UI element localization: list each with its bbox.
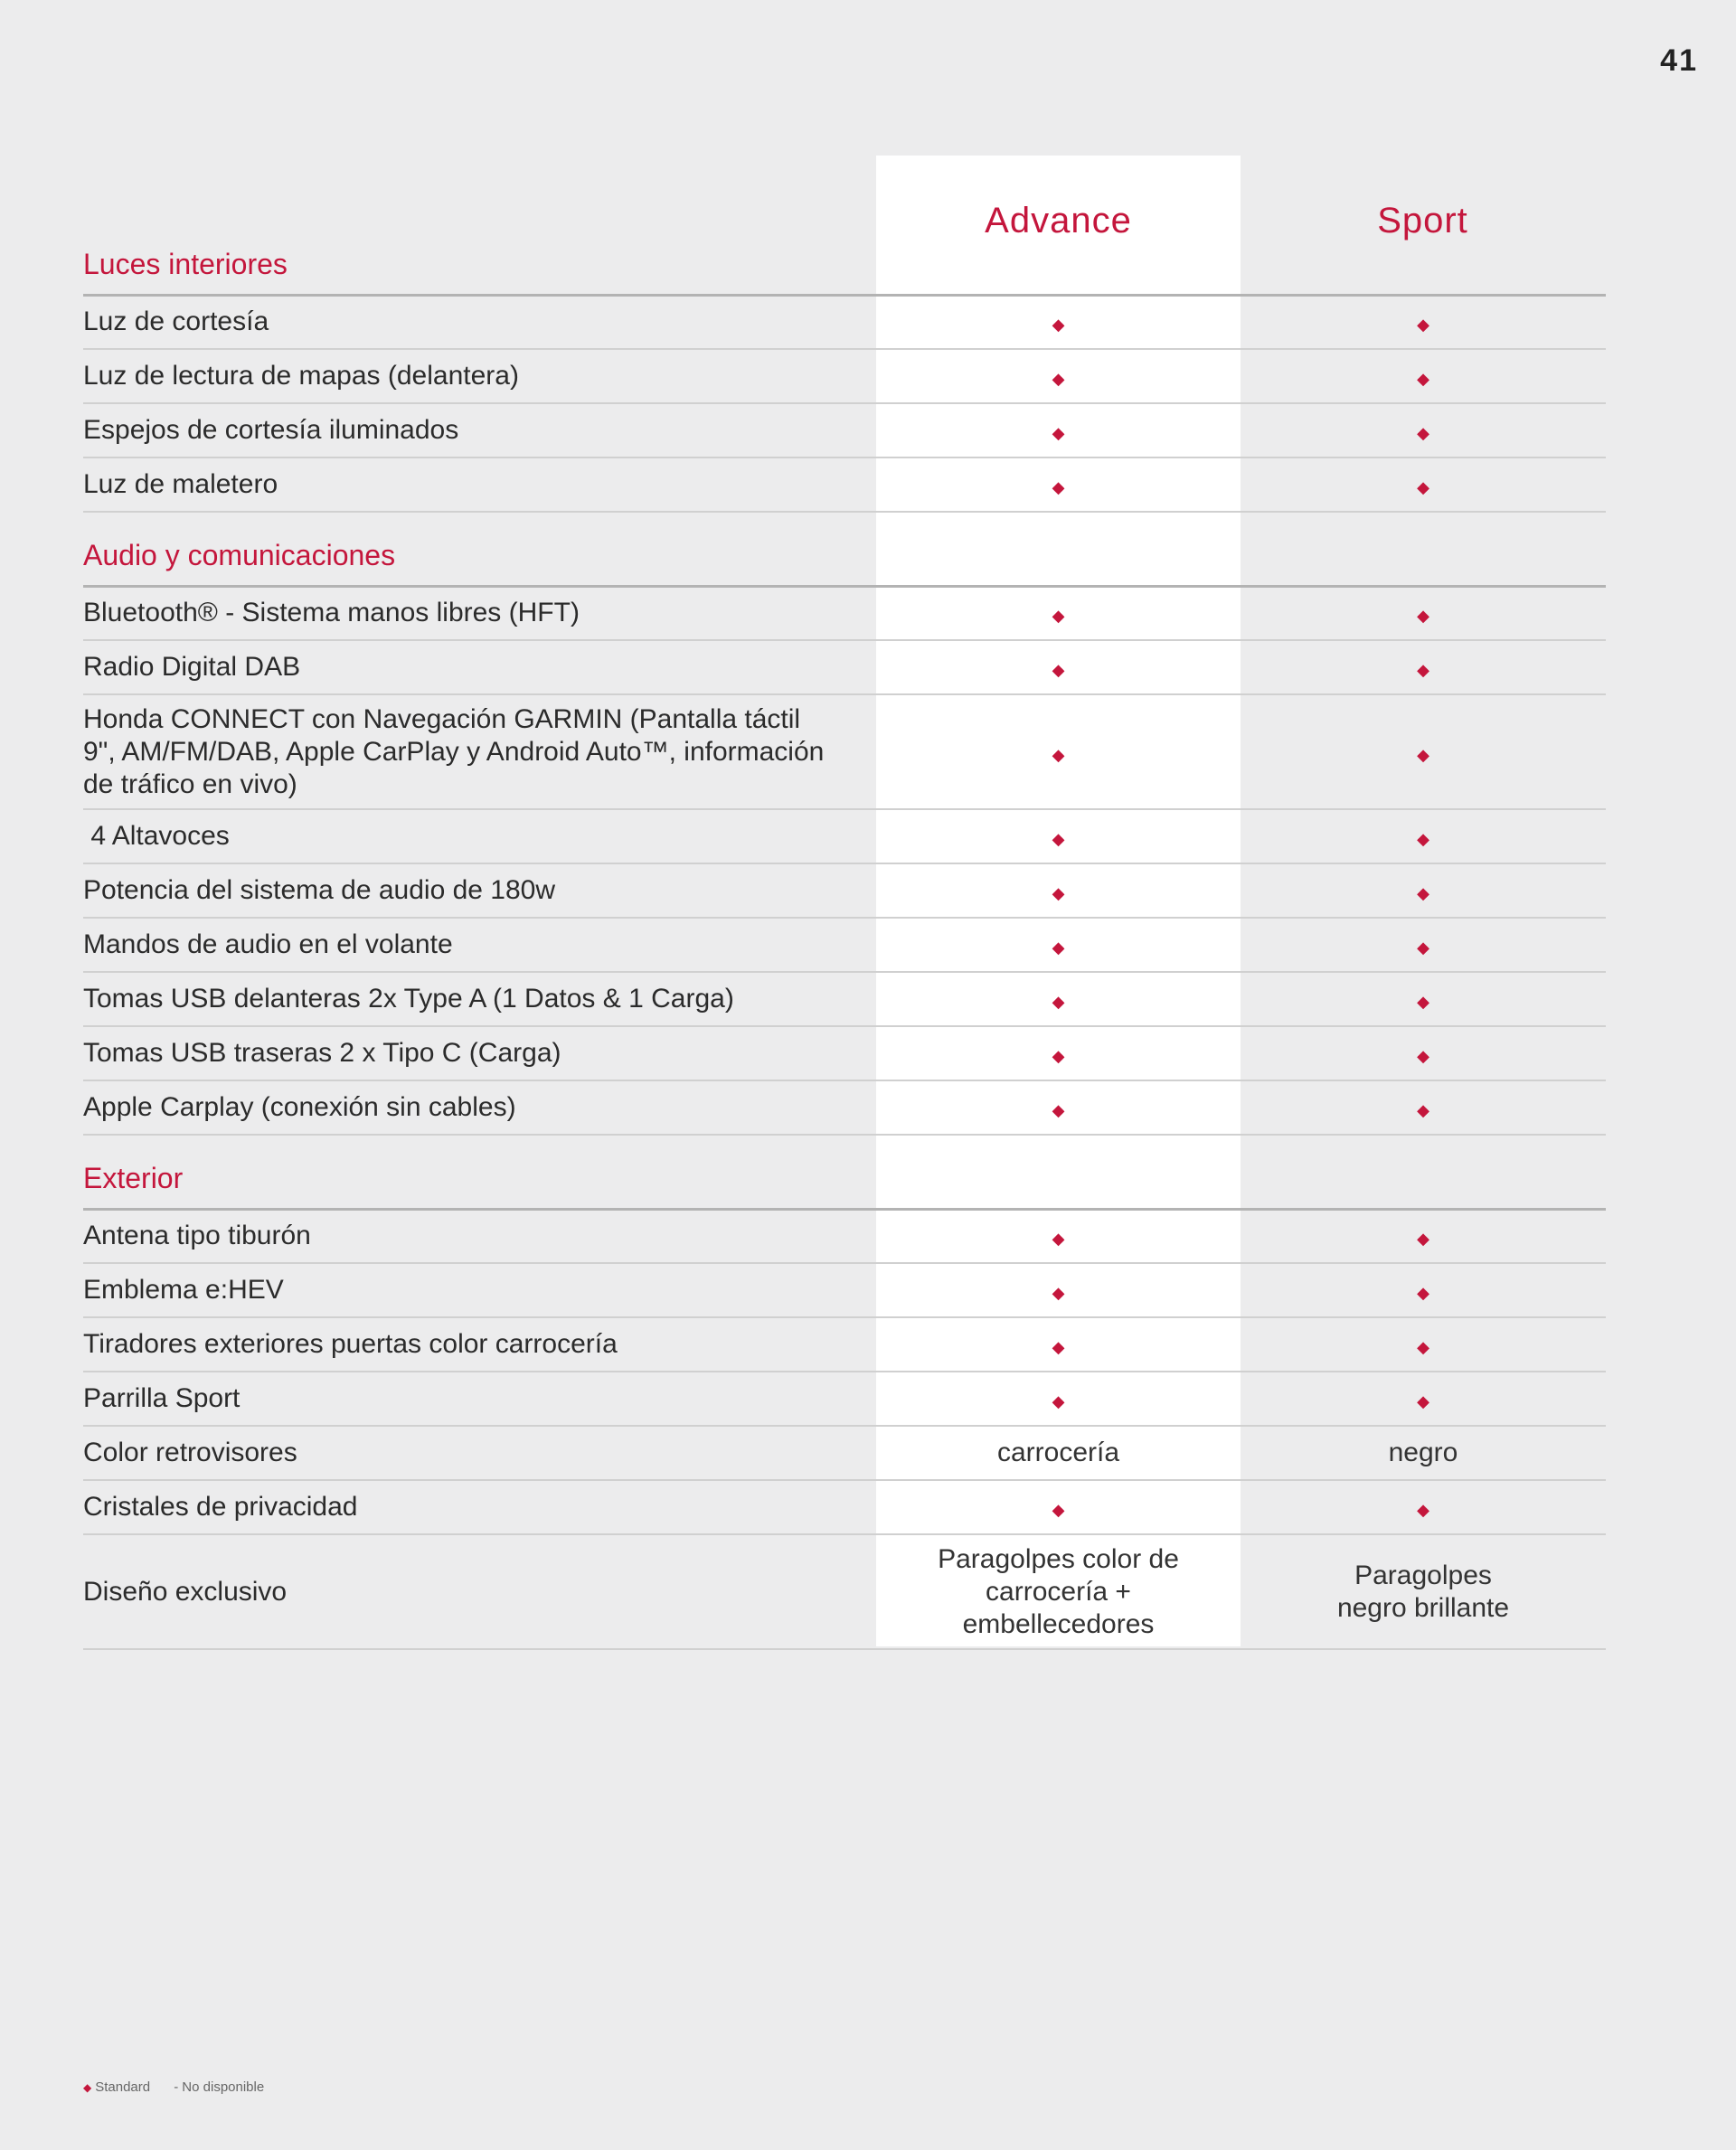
standard-mark: ◆ [1417, 938, 1429, 957]
standard-mark: ◆ [1417, 1284, 1429, 1302]
table-row [83, 1426, 1606, 1480]
feature-label [83, 694, 876, 809]
standard-mark: ◆ [1052, 316, 1065, 335]
standard-mark: ◆ [1052, 1284, 1065, 1302]
legend-unavailable-mark: - [174, 2079, 179, 2095]
table-row [83, 403, 1606, 457]
feature-label: Potencia del sistema de audio de 180w [83, 863, 876, 918]
section-title: Exterior [83, 1135, 876, 1209]
standard-mark: ◆ [1052, 884, 1065, 902]
feature-label: Luz de maletero [83, 457, 876, 512]
standard-mark: ◆ [1052, 1338, 1065, 1356]
table-row [83, 1263, 1606, 1317]
value-text: carrocería [876, 1426, 1241, 1480]
feature-label: Diseño exclusivo [83, 1534, 876, 1649]
feature-label: Tiradores exteriores puertas color carrocería [83, 1317, 876, 1372]
feature-label: Radio Digital DAB [83, 640, 876, 694]
standard-mark: ◆ [1417, 993, 1429, 1011]
column-header-advance: Advance [985, 201, 1132, 240]
standard-mark: ◆ [1417, 745, 1429, 764]
table-row [83, 640, 1606, 694]
table-row [83, 1209, 1606, 1263]
standard-mark: ◆ [1417, 1501, 1429, 1519]
standard-mark: ◆ [1417, 370, 1429, 388]
feature-label: Apple Carplay (conexión sin cables) [83, 1080, 876, 1135]
section-header [83, 1135, 1606, 1209]
table-row [83, 1317, 1606, 1372]
legend-unavailable-label: No disponible [182, 2079, 265, 2095]
standard-mark: ◆ [1417, 1230, 1429, 1249]
standard-mark: ◆ [1052, 1501, 1065, 1519]
feature-label: Tomas USB delanteras 2x Type A (1 Datos & 1 Carga) [83, 972, 876, 1026]
table-row [83, 863, 1606, 918]
standard-mark: ◆ [1417, 607, 1429, 626]
legend-standard-label: Standard [95, 2079, 151, 2095]
value-text [1241, 1534, 1606, 1649]
standard-mark: ◆ [1417, 884, 1429, 902]
table-row [83, 918, 1606, 972]
standard-mark: ◆ [1052, 830, 1065, 848]
standard-mark: ◆ [1052, 1101, 1065, 1119]
value-text: negro [1241, 1426, 1606, 1480]
page-number: 41 [1660, 43, 1698, 78]
section-title: Audio y comunicaciones [83, 512, 876, 586]
feature-label: Luz de cortesía [83, 295, 876, 349]
standard-mark: ◆ [1052, 938, 1065, 957]
table-row [83, 1080, 1606, 1135]
feature-label: Cristales de privacidad [83, 1480, 876, 1534]
value-text-inner: Paragolpes negro brillante [1336, 1560, 1510, 1623]
feature-label: Espejos de cortesía iluminados [83, 403, 876, 457]
table-row [83, 1372, 1606, 1426]
standard-mark: ◆ [1052, 478, 1065, 496]
feature-label: Mandos de audio en el volante [83, 918, 876, 972]
standard-mark: ◆ [1417, 316, 1429, 335]
table-row [83, 295, 1606, 349]
standard-mark: ◆ [1052, 993, 1065, 1011]
standard-mark: ◆ [1417, 424, 1429, 442]
section-header [83, 156, 1606, 295]
standard-mark: ◆ [1052, 1230, 1065, 1249]
table-row [83, 1480, 1606, 1534]
standard-mark: ◆ [1417, 830, 1429, 848]
section-title: Luces interiores [83, 156, 876, 295]
legend-standard-mark: ◆ [83, 2081, 92, 2094]
column-header-sport: Sport [1377, 201, 1468, 240]
standard-mark: ◆ [1417, 661, 1429, 679]
standard-mark: ◆ [1417, 1047, 1429, 1065]
feature-label: Color retrovisores [83, 1426, 876, 1480]
standard-mark: ◆ [1052, 745, 1065, 764]
feature-label: Antena tipo tiburón [83, 1209, 876, 1263]
feature-label: Emblema e:HEV [83, 1263, 876, 1317]
standard-mark: ◆ [1052, 661, 1065, 679]
feature-label-text: Honda CONNECT con Navegación GARMIN (Pantalla táctil 9", AM/FM/DAB, Apple CarPlay y Android Auto™, información de tráfico en vivo) [83, 703, 825, 799]
value-text [876, 1534, 1241, 1649]
feature-label: 4 Altavoces [83, 809, 876, 863]
standard-mark: ◆ [1052, 424, 1065, 442]
standard-mark: ◆ [1052, 1047, 1065, 1065]
feature-label: Parrilla Sport [83, 1372, 876, 1426]
standard-mark: ◆ [1417, 478, 1429, 496]
table-row [83, 586, 1606, 640]
standard-mark: ◆ [1417, 1101, 1429, 1119]
legend [83, 2079, 264, 2095]
standard-mark: ◆ [1052, 370, 1065, 388]
table-row [83, 349, 1606, 403]
standard-mark: ◆ [1417, 1338, 1429, 1356]
feature-label: Tomas USB traseras 2 x Tipo C (Carga) [83, 1026, 876, 1080]
section-header [83, 512, 1606, 586]
standard-mark: ◆ [1052, 1392, 1065, 1410]
feature-label: Bluetooth® - Sistema manos libres (HFT) [83, 586, 876, 640]
feature-label: Luz de lectura de mapas (delantera) [83, 349, 876, 403]
standard-mark: ◆ [1052, 607, 1065, 626]
table-row [83, 1026, 1606, 1080]
table-row [83, 1534, 1606, 1649]
table-row [83, 972, 1606, 1026]
table-row [83, 694, 1606, 809]
table-row [83, 457, 1606, 512]
value-text-inner: Paragolpes color de carrocería + embellecedores [938, 1543, 1179, 1639]
standard-mark: ◆ [1417, 1392, 1429, 1410]
table-row [83, 809, 1606, 863]
spec-table [83, 156, 1606, 1650]
